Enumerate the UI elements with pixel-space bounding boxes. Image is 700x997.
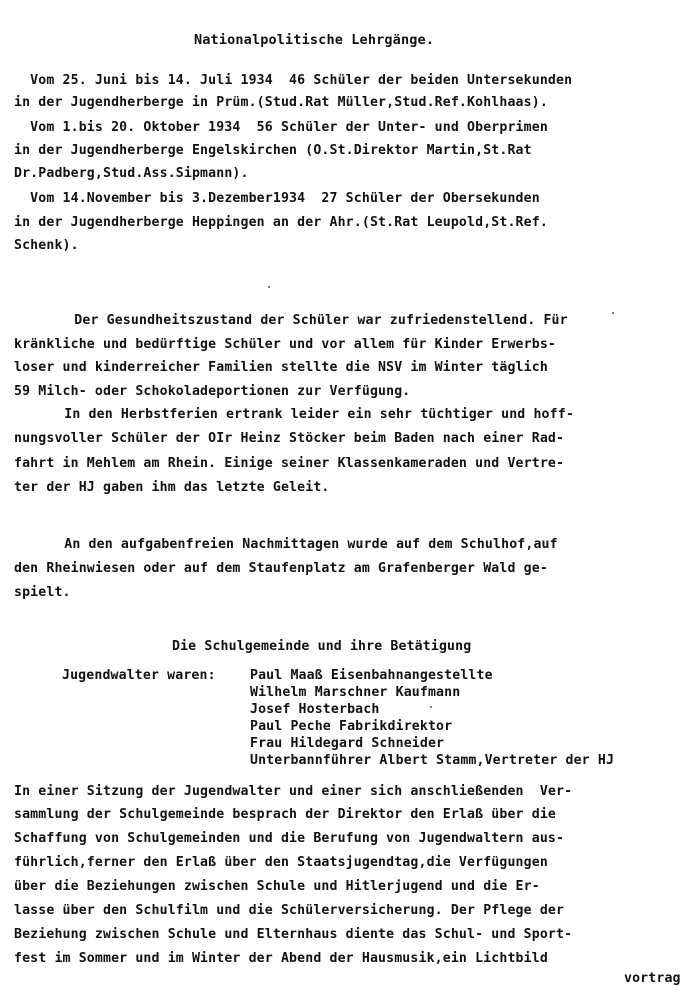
youth-wardens-label: Jugendwalter waren:: [62, 668, 216, 683]
meeting-line: In einer Sitzung der Jugendwalter und einer sich anschließenden Ver-: [14, 784, 573, 799]
health-line: nungsvoller Schüler der OIr Heinz Stöcker beim Baden nach einer Rad-: [14, 431, 565, 446]
meeting-line: führlich,ferner den Erlaß über den Staatsjugendtag,die Verfügungen: [14, 855, 548, 870]
health-line: 59 Milch- oder Schokoladeportionen zur Verfügung.: [14, 384, 411, 399]
youth-warden-entry: Wilhelm Marschner Kaufmann: [250, 685, 461, 700]
afternoon-line: spielt.: [14, 585, 71, 600]
meeting-line: Beziehung zwischen Schule und Elternhaus diente das Schul- und Sport-: [14, 927, 573, 942]
course-line: Schenk).: [14, 238, 79, 253]
youth-warden-entry: Paul Maaß Eisenbahnangestellte: [250, 668, 493, 683]
afternoon-line: An den aufgabenfreien Nachmittagen wurde auf dem Schulhof,auf: [40, 537, 558, 552]
meeting-line: fest im Sommer und im Winter der Abend der Hausmusik,ein Lichtbild: [14, 951, 548, 966]
health-line: loser und kinderreicher Familien stellte die NSV im Winter täglich: [14, 360, 548, 375]
course-line: Vom 14.November bis 3.Dezember1934 27 Schüler der Obersekunden: [14, 191, 540, 206]
course-line: in der Jugendherberge Engelskirchen (O.St.Direktor Martin,St.Rat: [14, 143, 532, 158]
paper-speck: [268, 286, 270, 288]
meeting-line: lasse über den Schulfilm und die Schülerversicherung. Der Pflege der: [14, 903, 565, 918]
paper-speck: [430, 706, 432, 708]
youth-warden-entry: Paul Peche Fabrikdirektor: [250, 719, 453, 734]
catchword: vortrag: [624, 971, 681, 986]
youth-warden-entry: Frau Hildegard Schneider: [250, 736, 445, 751]
course-line: in der Jugendherberge in Prüm.(Stud.Rat Müller,Stud.Ref.Kohlhaas).: [14, 95, 548, 110]
health-line: fahrt in Mehlem am Rhein. Einige seiner Klassenkameraden und Vertre-: [14, 456, 565, 471]
meeting-line: über die Beziehungen zwischen Schule und Hitlerjugend und die Er-: [14, 879, 540, 894]
health-line: ter der HJ gaben ihm das letzte Geleit.: [14, 480, 330, 495]
youth-warden-entry: Unterbannführer Albert Stamm,Vertreter der HJ: [250, 753, 615, 768]
section-heading: Die Schulgemeinde und ihre Betätigung: [172, 639, 472, 654]
health-line: In den Herbstferien ertrank leider ein sehr tüchtiger und hoff-: [40, 407, 574, 422]
youth-warden-entry: Josef Hosterbach: [250, 702, 380, 717]
health-line: kränkliche und bedürftige Schüler und vor allem für Kinder Erwerbs-: [14, 337, 556, 352]
course-line: Dr.Padberg,Stud.Ass.Sipmann).: [14, 166, 249, 181]
course-line: Vom 1.bis 20. Oktober 1934 56 Schüler der Unter- und Oberprimen: [14, 120, 548, 135]
meeting-line: sammlung der Schulgemeinde besprach der Direktor den Erlaß über die: [14, 807, 556, 822]
meeting-line: Schaffung von Schulgemeinden und die Berufung von Jugendwaltern aus-: [14, 831, 565, 846]
health-line: Der Gesundheitszustand der Schüler war zufriedenstellend. Für: [50, 313, 568, 328]
document-title: Nationalpolitische Lehrgänge.: [194, 32, 435, 48]
course-line: in der Jugendherberge Heppingen an der Ahr.(St.Rat Leupold,St.Ref.: [14, 215, 548, 230]
course-line: Vom 25. Juni bis 14. Juli 1934 46 Schüler der beiden Untersekunden: [14, 73, 573, 88]
paper-speck: [612, 312, 614, 314]
afternoon-line: den Rheinwiesen oder auf dem Staufenplatz am Grafenberger Wald ge-: [14, 561, 548, 576]
